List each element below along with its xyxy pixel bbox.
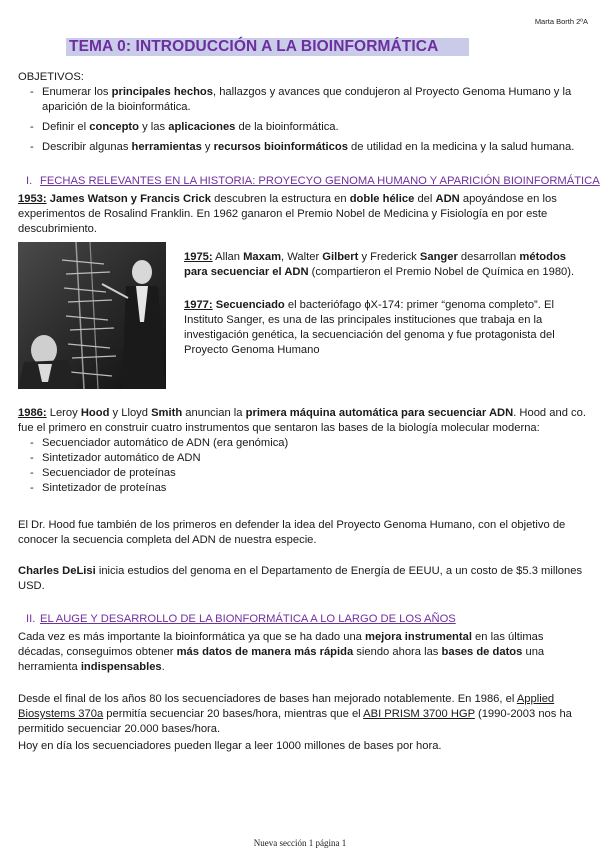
author-name: Marta Borth 2ºA [534, 17, 588, 26]
section-2-title: EL AUGE Y DESARROLLO DE LA BIONFORMÁTICA A LO LARGO DE LOS AÑOS [40, 613, 456, 625]
section-1-heading [26, 174, 600, 189]
section-2-number: II. [26, 613, 36, 625]
instruments-list [18, 436, 590, 496]
list-item: - Secuenciador de proteínas [18, 466, 590, 481]
objective-item: - Definir el concepto y las aplicaciones de la bioinformática. [18, 120, 590, 135]
objectives-label: OBJETIVOS: [18, 71, 84, 83]
objective-item: - Enumerar los principales hechos, hallazgos y avances que condujeron al Proyecto Genoma Humano y la aparición de la bioinformática. [18, 85, 590, 115]
section-1-number: I. [26, 175, 33, 187]
paragraph-sequencers: Desde el final de los años 80 los secuenciadores de bases han mejorado notablemente. En 1986, el Applied Biosystems 370a permitía secuenciar 20 bases/hora, mientras que el ABI PRISM 3700 HGP (1990-2003 nos ha permitido secuenciar 20.000 bases/hora. [18, 693, 572, 735]
list-item: - Sintetizador de proteínas [18, 481, 590, 496]
section-1-title: FECHAS RELEVANTES EN LA HISTORIA: PROYECYO GENOMA HUMANO Y APARICIÓN BIOINFORMÁTICA [40, 175, 600, 187]
paragraph-1977: 1977: Secuenciado el bacteriófago ɸX-174: primer “genoma completo”. El Instituto Sanger, es una de las principales instituciones que trabaja en la investigación genética, la secuenciación del genoma y fue protagonista del Proyecto Genoma Humano [184, 299, 555, 356]
paragraph-1986: 1986: Leroy Hood y Lloyd Smith anuncian la primera máquina automática para secuenciar ADN. Hood and co. fue el primero en construir cuatro instrumentos que sentaron las bases de la biología molecular moderna: - Secuenciador automático de ADN (era genómica) - Sintetizador automático de ADN - Secuenciador de proteínas - Sintetizador de proteínas [18, 406, 590, 496]
watson-crick-photo [18, 242, 166, 389]
paragraph-bioinformatics: Cada vez es más importante la bioinformática ya que se ha dado una mejora instrumental en las últimas décadas, conseguimos obtener más datos de manera más rápida siendo ahora las bases de datos una herramienta indispensables. [18, 631, 545, 673]
page-footer: Nueva sección 1 página 1 [253, 838, 347, 848]
list-item: - Sintetizador automático de ADN [18, 451, 590, 466]
paragraph-1975: 1975: Allan Maxam, Walter Gilbert y Frederick Sanger desarrollan métodos para secuenciar el ADN (compartieron el Premio Nobel de Química en 1980). [184, 251, 575, 278]
page-title: TEMA 0: INTRODUCCIÓN A LA BIOINFORMÁTICA [66, 38, 469, 56]
paragraph-1953: 1953: James Watson y Francis Crick descubren la estructura en doble hélice del ADN apoyándose en los experimentos de Rosalind Franklin. En 1962 ganaron el Premio Nobel de Medicina y Fisiología en por este descubrimiento. [18, 193, 557, 235]
list-item: - Secuenciador automático de ADN (era genómica) [18, 436, 590, 451]
objectives-section [18, 70, 590, 160]
objectives-list [18, 85, 590, 155]
section-2-heading [26, 612, 456, 627]
paragraph-delisi: Charles DeLisi inicia estudios del genoma en el Departamento de Energía de EEUU, a un costo de $5.3 millones USD. [18, 565, 583, 592]
paragraph-today: Hoy en día los secuenciadores pueden llegar a leer 1000 millones de bases por hora. [18, 740, 442, 752]
paragraph-hood: El Dr. Hood fue también de los primeros en defender la idea del Proyecto Genoma Humano, con el objetivo de conocer la secuencia completa del ADN de nuestra especie. [18, 519, 566, 546]
objective-item: - Describir algunas herramientas y recursos bioinformáticos de utilidad en la medicina y la salud humana. [18, 140, 590, 155]
